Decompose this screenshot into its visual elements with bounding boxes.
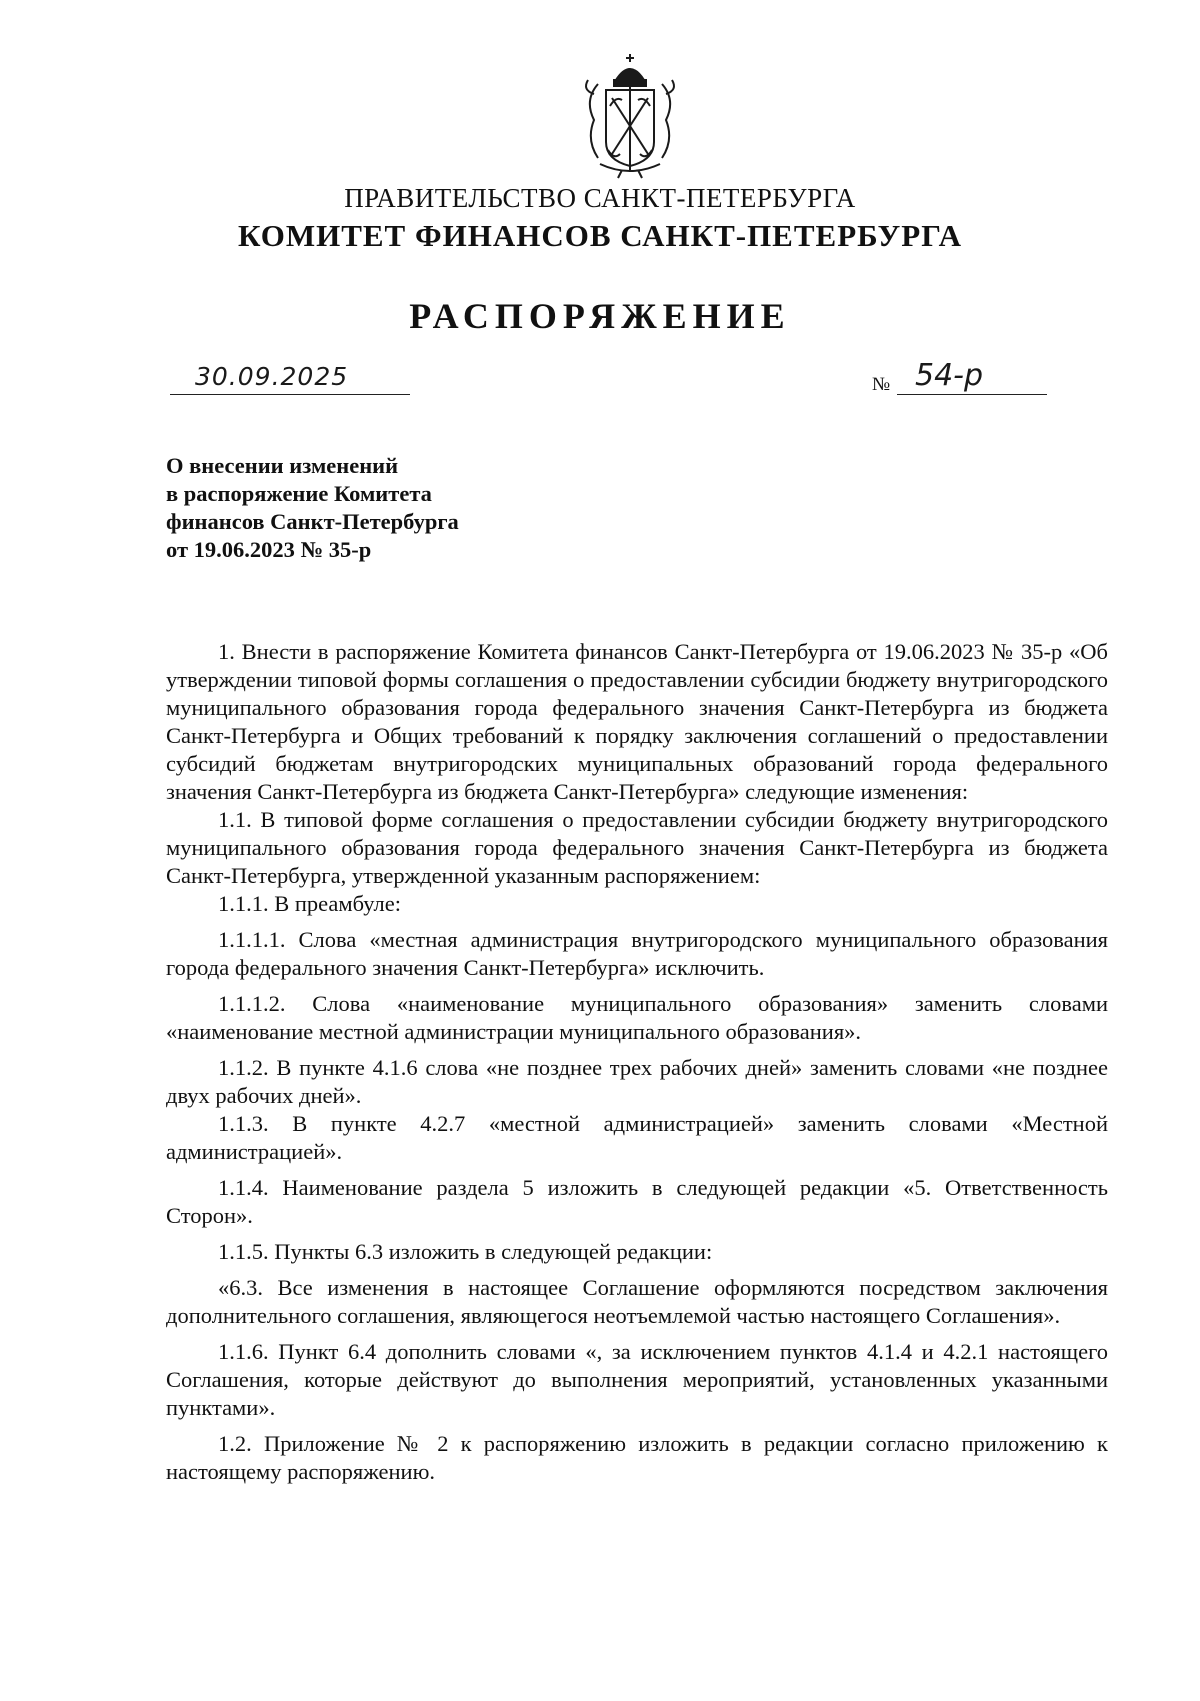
subject-line: О внесении изменений: [166, 453, 399, 478]
saint-petersburg-coat-of-arms-icon: [578, 50, 682, 180]
paragraph: 1.1.5. Пункты 6.3 изложить в следующей редакции:: [218, 1239, 713, 1264]
paragraph: 1.1.3. В пункте 4.2.7 «местной администрацией» заменить словами «Местной администрацией».: [166, 1111, 1108, 1164]
subject-line: от 19.06.2023 № 35-р: [166, 537, 372, 562]
paragraph: 1.1. В типовой форме соглашения о предоставлении субсидии бюджету внутригородского муниципального образования города федерального значения Санкт-Петербурга из бюджета Санкт-Петербурга, утвержденной указанным распоряжением:: [166, 807, 1108, 888]
date-underline: [170, 394, 410, 395]
paragraph: 1.1.1.2. Слова «наименование муниципального образования» заменить словами «наименование местной администрации муниципального образования».: [166, 991, 1108, 1044]
document-number: 54-р: [915, 358, 984, 393]
subject-line: в распоряжение Комитета: [166, 481, 432, 506]
document-body: [166, 638, 1108, 1486]
document-date: 30.09.2025: [195, 362, 349, 391]
number-underline: [897, 394, 1047, 395]
number-label: №: [872, 374, 891, 395]
document-type: РАСПОРЯЖЕНИЕ: [409, 296, 791, 336]
committee-title: КОМИТЕТ ФИНАНСОВ САНКТ-ПЕТЕРБУРГА: [238, 218, 962, 253]
paragraph: 1.1.4. Наименование раздела 5 изложить в следующей редакции «5. Ответственность Сторон».: [166, 1175, 1108, 1228]
paragraph: 1.1.1.1. Слова «местная администрация внутригородского муниципального образования города федерального значения Санкт-Петербурга» исключить.: [166, 927, 1108, 980]
paragraph: «6.3. Все изменения в настоящее Соглашение оформляются посредством заключения дополнительного соглашения, являющегося неотъемлемой частью настоящего Соглашения».: [166, 1275, 1108, 1328]
paragraph: 1. Внести в распоряжение Комитета финансов Санкт-Петербурга от 19.06.2023 № 35-р «Об утверждении типовой формы соглашения о предоставлении субсидии бюджету внутригородского муниципального образования города федерального значения Санкт-Петербурга из бюджета Санкт-Петербурга и Общих требований к порядку заключения соглашений о предоставлении субсидий бюджетам внутригородских муниципальных образований города федерального значения Санкт-Петербурга из бюджета Санкт-Петербурга» следующие изменения:: [166, 639, 1108, 804]
document-subject: [166, 452, 526, 564]
subject-line: финансов Санкт-Петербурга: [166, 509, 459, 534]
government-title: ПРАВИТЕЛЬСТВО САНКТ-ПЕТЕРБУРГА: [344, 183, 856, 213]
paragraph: 1.1.2. В пункте 4.1.6 слова «не позднее трех рабочих дней» заменить словами «не позднее двух рабочих дней».: [166, 1055, 1108, 1108]
paragraph: 1.1.1. В преамбуле:: [218, 891, 401, 916]
paragraph: 1.2. Приложение № 2 к распоряжению изложить в редакции согласно приложению к настоящему распоряжению.: [166, 1431, 1108, 1484]
paragraph: 1.1.6. Пункт 6.4 дополнить словами «, за исключением пунктов 4.1.4 и 4.2.1 настоящего Соглашения, которые действуют до выполнения мероприятий, установленных указанными пунктами».: [166, 1339, 1108, 1420]
